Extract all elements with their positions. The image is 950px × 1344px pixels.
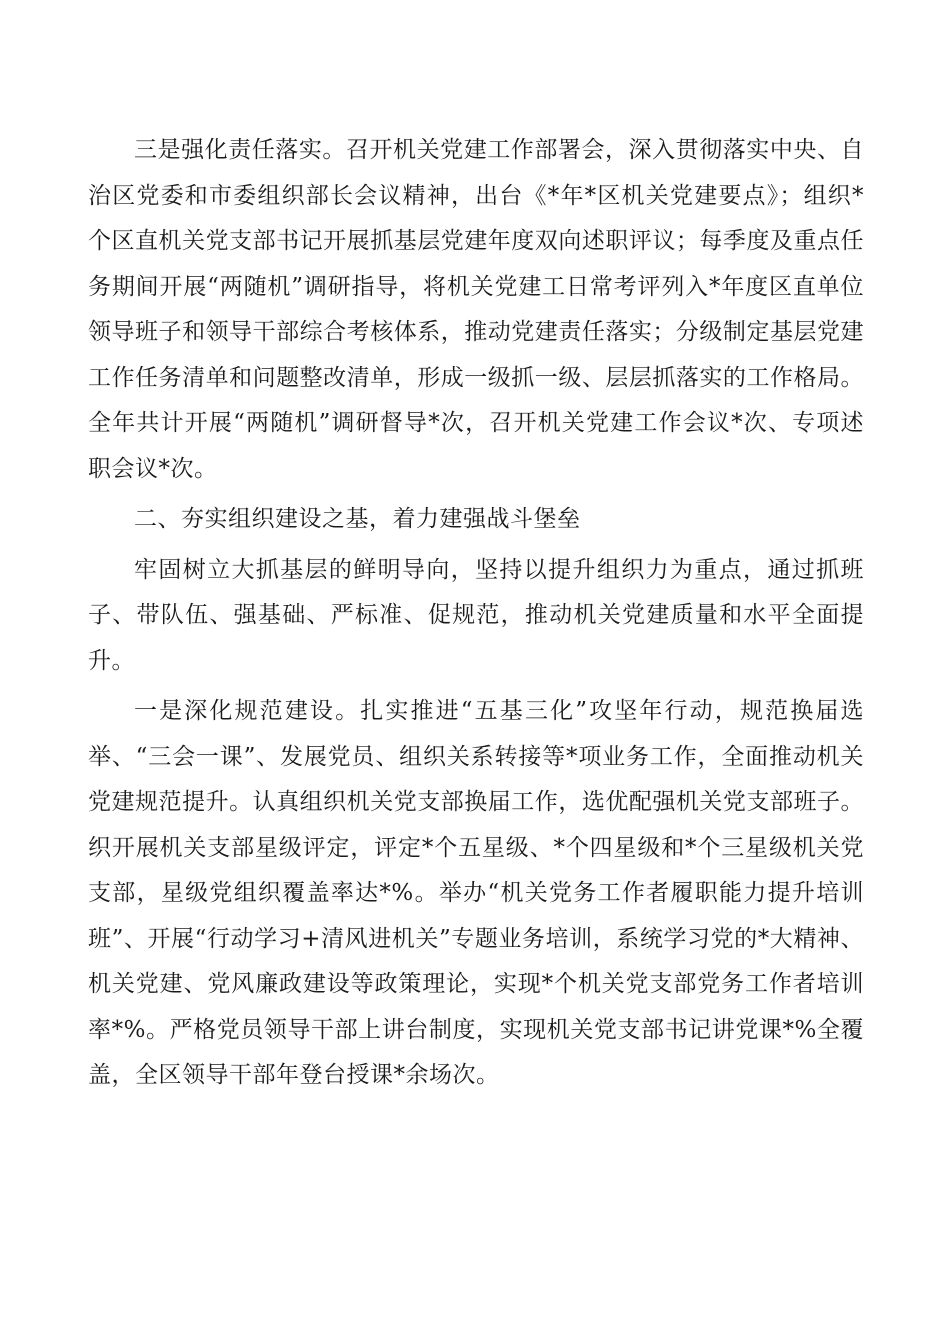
document-body — [88, 128, 864, 1099]
paragraph-organization-intro: 牢固树立大抓基层的鲜明导向，坚持以提升组织力为重点，通过抓班子、带队伍、强基础、严标准、促规范，推动机关党建质量和水平全面提升。 — [88, 556, 864, 674]
paragraph-standardization: 一是深化规范建设。扎实推进“五基三化”攻坚年行动，规范换届选举、“三会一课”、发展党员、组织关系转接等*项业务工作，全面推动机关党建规范提升。认真组织机关党支部换届工作，选优配强机关党支部班子。织开展机关支部星级评定，评定*个五星级、*个四星级和*个三星级机关党支部，星级党组织覆盖率达*%。举办“机关党务工作者履职能力提升培训班”、开展“行动学习+清风进机关”专题业务培训，系统学习党的*大精神、机关党建、党风廉政建设等政策理论，实现*个机关党支部党务工作者培训率*%。严格党员领导干部上讲台制度，实现机关党支部书记讲党课*%全覆盖，全区领导干部年登台授课*余场次。 — [88, 698, 864, 1088]
section-heading: 二、夯实组织建设之基，着力建强战斗堡垒 — [134, 506, 581, 532]
paragraph-responsibility: 三是强化责任落实。召开机关党建工作部署会，深入贯彻落实中央、自治区党委和市委组织部长会议精神，出台《*年*区机关党建要点》；组织*个区直机关党支部书记开展抓基层党建年度双向述职评议；每季度及重点任务期间开展“两随机”调研指导，将机关党建工日常考评列入*年度区直单位领导班子和领导干部综合考核体系，推动党建责任落实；分级制定基层党建工作任务清单和问题整改清单，形成一级抓一级、层层抓落实的工作格局。全年共计开展“两随机”调研督导*次，召开机关党建工作会议*次、专项述职会议*次。 — [88, 137, 864, 482]
